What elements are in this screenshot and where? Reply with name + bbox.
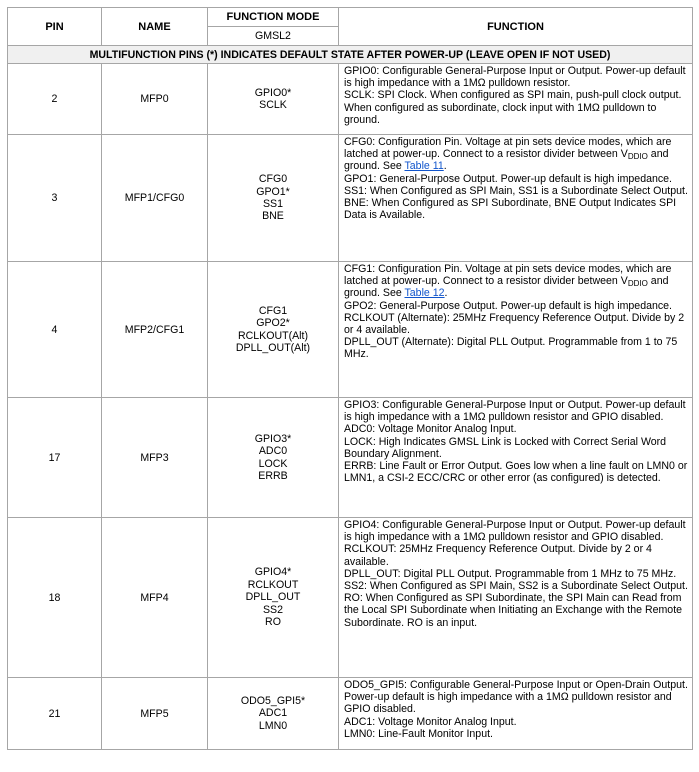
cfg-end: . xyxy=(444,287,448,300)
table-row xyxy=(8,518,693,678)
mode-item: ADC0 xyxy=(258,445,288,458)
mode-item: GPIO0* xyxy=(254,86,292,99)
function-modes xyxy=(208,64,339,135)
mode-item: DPLL_OUT xyxy=(245,591,301,604)
function-modes xyxy=(208,678,339,750)
mode-item: ERRB xyxy=(258,469,288,482)
table-row xyxy=(8,135,693,262)
function-text: DPLL_OUT: Digital PLL Output. Programmable from 1 MHz to 75 MHz. xyxy=(344,567,677,580)
table-11-link[interactable]: Table 11 xyxy=(404,160,444,173)
function-modes xyxy=(208,398,339,518)
function-text: RO: When Configured as SPI Subordinate, the SPI Main can Read from the Local SPI Subordinate when Initiating an Exchange with the Remote Subordinate. RO is an input. xyxy=(344,592,683,629)
function-text: LOCK: High Indicates GMSL Link is Locked with Correct Serial Word Boundary Alignment. xyxy=(344,435,667,460)
mode-item: SCLK xyxy=(259,99,287,111)
cfg-end: . xyxy=(443,160,447,173)
pin-number: 18 xyxy=(8,518,102,678)
mode-item: CFG1 xyxy=(258,304,288,317)
vddio-symbol: V xyxy=(620,275,628,288)
table-row xyxy=(8,262,693,398)
function-text: BNE: When Configured as SPI Subordinate, BNE Output Indicates SPI Data is Available. xyxy=(344,197,677,222)
mode-item: GPO2* xyxy=(256,317,290,330)
pin-name: MFP2/CFG1 xyxy=(102,262,208,398)
mode-item: CFG0 xyxy=(258,173,288,186)
pin-description-table xyxy=(7,7,693,750)
function-modes xyxy=(208,518,339,678)
function-text: GPIO3: Configurable General-Purpose Input or Output. Power-up default is high impedance with a 1MΩ pulldown resistor and GPIO disabled. xyxy=(344,399,686,424)
pin-number: 21 xyxy=(8,678,102,750)
vddio-subscript: DDIO xyxy=(627,279,648,289)
pin-number: 3 xyxy=(8,135,102,262)
mode-item: ODO5_GPI5* xyxy=(240,694,306,707)
table-row xyxy=(8,678,693,750)
mode-item: BNE xyxy=(262,210,284,223)
function-text: GPIO4: Configurable General-Purpose Input or Output. Power-up default is high impedance with a 1MΩ pulldown resistor and GPIO disabled. xyxy=(344,519,686,544)
function-text: LMN0: Line-Fault Monitor Input. xyxy=(344,727,493,740)
pin-number: 4 xyxy=(8,262,102,398)
function-modes xyxy=(208,135,339,262)
mode-item: ADC1 xyxy=(258,707,288,720)
function-description xyxy=(339,64,693,135)
mode-item: SS1 xyxy=(262,198,284,210)
pin-name: MFP0 xyxy=(102,64,208,135)
pin-number: 2 xyxy=(8,64,102,135)
pin-name: MFP5 xyxy=(102,678,208,750)
function-text: ADC1: Voltage Monitor Analog Input. xyxy=(344,715,517,728)
pin-number: 17 xyxy=(8,398,102,518)
header-function-mode: FUNCTION MODE xyxy=(208,8,339,27)
cfg-description xyxy=(344,263,688,300)
mode-item: GPIO3* xyxy=(254,432,292,445)
mode-item: LMN0 xyxy=(258,719,288,732)
cfg-tail: and ground. See xyxy=(344,275,669,300)
function-text: SS2: When Configured as SPI Main, SS2 is a Subordinate Select Output. xyxy=(344,580,688,593)
table-12-link[interactable]: Table 12 xyxy=(404,287,445,300)
function-text: RCLKOUT: 25MHz Frequency Reference Output. Divide by 2 or 4 available. xyxy=(344,543,652,568)
function-text: ADC0: Voltage Monitor Analog Input. xyxy=(344,423,517,436)
function-description xyxy=(339,518,693,678)
cfg-text: CFG1: Configuration Pin. Voltage at pin sets device modes, which are latched at power-up. Connect to a resistor divider between xyxy=(344,263,672,288)
function-text: SS1: When Configured as SPI Main, SS1 is a Subordinate Select Output. xyxy=(344,184,688,197)
function-text: DPLL_OUT (Alternate): Digital PLL Output. Programmable from 1 to 75 MHz. xyxy=(344,336,678,361)
mode-item: SS2 xyxy=(262,603,284,616)
header-function: FUNCTION xyxy=(339,8,693,46)
mode-item: LOCK xyxy=(258,457,288,470)
cfg-text: CFG0: Configuration Pin. Voltage at pin sets device modes, which are latched at power-up. Connect to a resistor divider between xyxy=(344,136,672,161)
function-text: ODO5_GPI5: Configurable General-Purpose Input or Open-Drain Output. Power-up default is high impedance with a 1MΩ pulldown resistor and GPIO disabled. xyxy=(344,679,688,716)
function-description xyxy=(339,398,693,518)
function-description xyxy=(339,678,693,750)
function-description xyxy=(339,262,693,398)
mode-item: RO xyxy=(265,616,281,629)
cfg-description xyxy=(344,136,688,173)
function-text: RCLKOUT (Alternate): 25MHz Frequency Reference Output. Divide by 2 or 4 available. xyxy=(344,311,685,337)
function-modes xyxy=(208,262,339,398)
mode-item: RCLKOUT xyxy=(247,578,299,591)
function-text: GPO1: General-Purpose Output. Power-up default is high impedance. xyxy=(344,172,672,185)
mode-item: RCLKOUT(Alt) xyxy=(237,329,309,342)
header-pin: PIN xyxy=(8,8,102,46)
mode-item: GPIO4* xyxy=(254,566,292,579)
vddio-symbol: V xyxy=(620,148,628,161)
function-text: GPO2: General-Purpose Output. Power-up default is high impedance. xyxy=(344,299,672,312)
function-text: GPIO0: Configurable General-Purpose Input or Output. Power-up default is high impedance with a 1MΩ pulldown resistor. xyxy=(344,65,686,90)
mode-item: DPLL_OUT(Alt) xyxy=(235,341,311,354)
table-row xyxy=(8,64,693,135)
function-text: ERRB: Line Fault or Error Output. Goes low when a line fault on LMN0 or LMN1, a CSI-2 ECC/CRC or other error (as configured) is detected. xyxy=(344,460,688,485)
cfg-tail: and ground. See xyxy=(344,148,669,173)
function-description xyxy=(339,135,693,262)
section-title: MULTIFUNCTION PINS (*) INDICATES DEFAULT STATE AFTER POWER-UP (LEAVE OPEN IF NOT USED) xyxy=(8,46,693,64)
mode-item: GPO1* xyxy=(256,185,290,198)
header-name: NAME xyxy=(102,8,208,46)
pin-name: MFP3 xyxy=(102,398,208,518)
vddio-subscript: DDIO xyxy=(627,152,648,162)
header-gmsl2: GMSL2 xyxy=(208,27,339,46)
pin-name: MFP1/CFG0 xyxy=(102,135,208,262)
table-row xyxy=(8,398,693,518)
function-text: SCLK: SPI Clock. When configured as SPI main, push-pull clock output. When configured as subordinate, clock input with 1MΩ pulldown to ground. xyxy=(344,89,682,126)
pin-name: MFP4 xyxy=(102,518,208,678)
